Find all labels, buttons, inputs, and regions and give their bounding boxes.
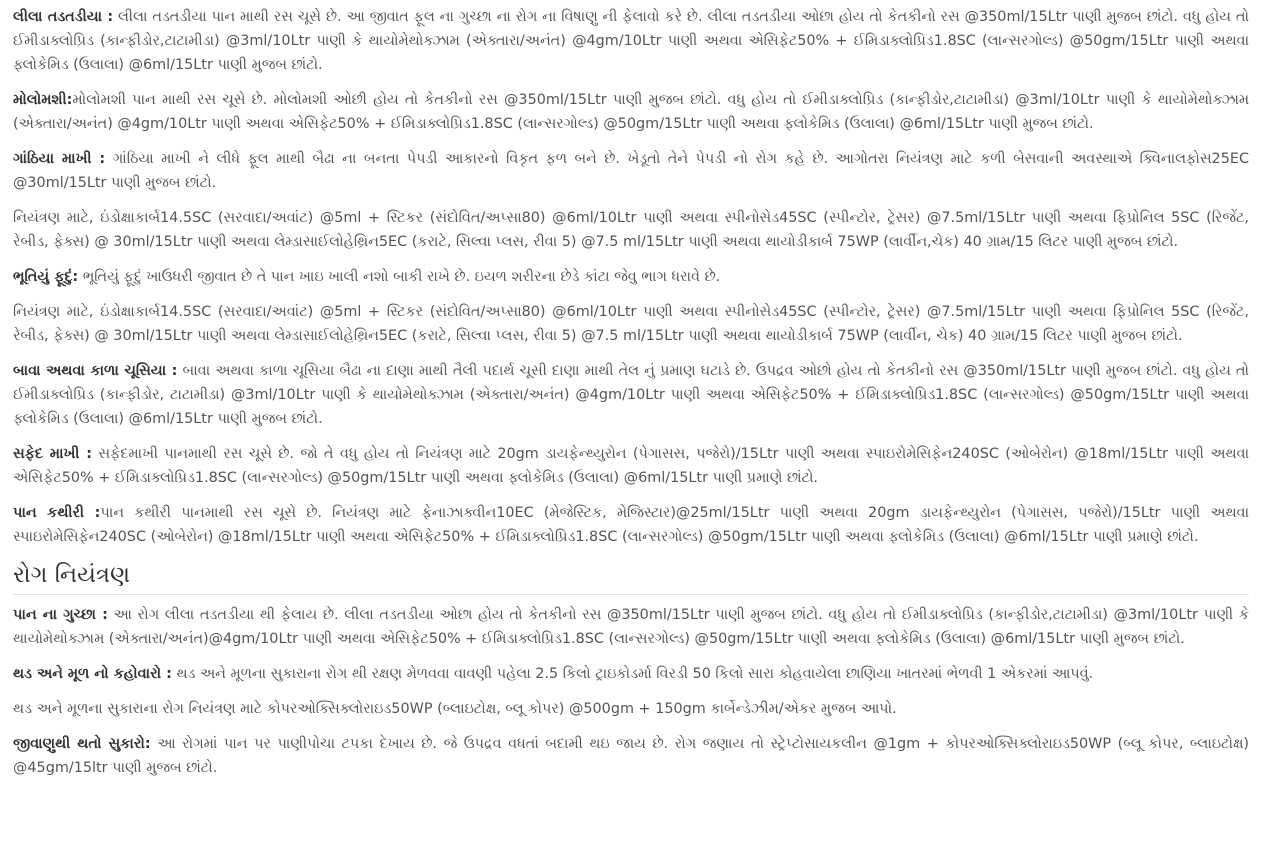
control-paragraph [13, 206, 1249, 254]
pest-black-bug [13, 359, 1249, 431]
disease-control-heading: રોગ નિયંત્રણ [13, 560, 1249, 595]
control-description: નિયંત્રણ માટે, ઇંડોક્ષાકાર્બ14.5SC (સરવાદા/અવાંટ) @5ml + સ્ટિકર (સંદોવિત/અપ્સા80) @6ml/10Ltr પાણી અથવા સ્પીનોસેડ45SC (સ્પીન્ટોર, ટ્રેસર) @7.5ml/15Ltr પાણી અથવા ફિપ્રોનિલ 5SC (રિજેંટ, રેબીડ, ફેક્સ) @ 30ml/15Ltr પાણી અથવા લેમ્ડાસાઈલોહેથ્રિન5EC (કરાટે, સિલ્વા પ્લસ, રીવા 5) @7.5 ml/15Ltr પાણી અથવા થાયોડીકાર્બ 75WP (લાર્વીન, ચેક) 40 ગ્રામ/15 લિટર પાણી મુજબ છાંટો. [13, 304, 1249, 344]
pest-aphid [13, 88, 1249, 136]
disease-description: આ રોગમાં પાન પર પાણીપોચા ટપકા દેખાય છે. જે ઉપદ્રવ વધતાં બદામી થઇ જાય છે. રોગ જણાય તો સ્ટ્રેપ્ટોસાયકલીન @1gm + કોપરઓક્સિક્લોરાઇડ50WP (બ્લૂ કોપર, બ્લાઇટોક્ષ) @45gm/15ltr પાણી મુજબ છાંટો. [13, 736, 1250, 776]
pest-term: પાન કથીરી : [13, 505, 101, 521]
pest-description: મોલોમશી પાન માથી રસ ચૂસે છે. મોલોમશી ઓછી હોય તો કેતકીનો રસ @350ml/15Ltr પાણી મુજબ છાંટો. વધુ હોય તો ઈમીડાક્લોપ્રિડ (કાન્ફીડોર,ટાટામીડા) @3ml/10Ltr પાણી કે થાયોમેથોક્ઝામ (એક્તારા/અનંત) @4gm/10Ltr પાણી અથવા એસિફેટ50% + ઈમિડાક્લોપ્રિડ1.8SC (લાન્સરગોલ્ડ) @50gm/15Ltr પાણી અથવા ફ્લોકેમિડ (ઉલાલા) @6ml/15Ltr પાણી મુજબ છાંટો. [13, 92, 1249, 132]
pest-term: લીલા તડતડીયા : [13, 9, 114, 25]
disease-bacterial-blight [13, 732, 1249, 780]
disease-description: આ રોગ લીલા તડતડીયા થી ફેલાય છે. લીલા તડતડીયા ઓછા હોય તો કેતકીનો રસ @350ml/15Ltr પાણી મુજબ છાંટો. વધુ હોય તો ઈમીડાક્લોપ્રિડ (કાન્ફીડોર,ટાટામીડા) @3ml/10Ltr પાણી કે થાયોમેથોક્ઝામ (એક્તારા/અનંત)@4gm/10Ltr પાણી અથવા એસિફેટ50% + ઈમિડાક્લોપ્રિડ1.8SC (લાન્સરગોલ્ડ) @50gm/15Ltr પાણી અથવા ફ્લોકેમિડ (ઉલાલા) @6ml/15Ltr પાણી મુજબ છાંટો. [13, 607, 1249, 647]
pest-description: લીલા તડતડીયા પાન માથી રસ ચૂસે છે. આ જીવાત ફૂલ ના ગુચ્છા ના રોગ ના વિષાણુ ની ફેલાવો કરે છે. લીલા તડતડીયા ઓછા હોય તો કેતકીનો રસ @350ml/15Ltr પાણી મુજબ છાંટો. વધુ હોય તો ઈમીડાક્લોપ્રિડ (કાન્ફીડોર,ટાટામીડા) @3ml/10Ltr પાણી કે થાયોમેથોક્ઝામ (એક્તારા/અનંત) @4gm/10Ltr પાણી અથવા એસિફેટ50% + ઈમિડાક્લોપ્રિડ1.8SC (લાન્સરગોલ્ડ) @50gm/15Ltr પાણી અથવા ફ્લોકેમિડ (ઉલાલા) @6ml/15Ltr પાણી મુજબ છાંટો. [13, 9, 1249, 73]
pest-term: મોલોમશી: [13, 92, 73, 108]
pest-description: સફેદમાખી પાનમાથી રસ ચૂસે છે. જો તે વધુ હોય તો નિયંત્રણ માટે 20gm ડાયફેન્થ્યુરોન (પેગાસસ, પજેરો)/15Ltr પાણી અથવા સ્પાઇરોમેસિફેન240SC (ઓબેરોન) @18ml/15Ltr પાણી અથવા એસિફેટ50% + ઈમિડાક્લોપ્રિડ1.8SC (લાન્સરગોલ્ડ) @50gm/15Ltr પાણી અથવા ફ્લોકેમિડ (ઉલાલા) @6ml/15Ltr પાણી પ્રમાણે છાંટો. [13, 446, 1249, 486]
pest-leaf-mite [13, 501, 1249, 549]
disease-term: પાન ના ગુચ્છા : [13, 607, 108, 623]
control-description: થડ અને મૂળના સુકારાના રોગ નિયંત્રણ માટે કોપરઓક્સિક્લોરાઇડ50WP (બ્લાઇટોક્ષ, બ્લૂ કોપર) @500gm + 150gm કાર્બેન્ડેઝીમ/એકર મુજબ આપો. [13, 701, 897, 717]
article-body [13, 5, 1249, 791]
pest-term: ભૂતિયું ફૂદું: [13, 269, 79, 285]
pest-term: બાવા અથવા કાળા ચૂસિયા : [13, 363, 178, 379]
control-paragraph [13, 300, 1249, 348]
pest-term: સફેદ માખી : [13, 446, 93, 462]
pest-description: ગાંઠિયા માખી ને લીધે ફૂલ માથી બૈઢા ના બનતા પેપડી આકારનો વિકૃત ફળ બને છે. ખેડૂતો તેને પેપડી નો રોગ કહે છે. આગોતરા નિયંત્રણ માટે કળી બેસવાની અવસ્થાએ ક્વિનાલફોસ25EC @30ml/15Ltr પાણી મુજબ છાંટો. [13, 151, 1249, 191]
control-paragraph [13, 697, 1249, 721]
pest-hawk-moth [13, 265, 1249, 289]
pest-description: બાવા અથવા કાળા ચૂસિયા બૈઢા ના દાણા માથી તૈલી પદાર્થ ચૂસી દાણા માથી તેલ નું પ્રમાણ ઘટાડે છે. ઉપદ્રવ ઓછો હોય તો કેતકીનો રસ @350ml/15Ltr પાણી મુજબ છાંટો. વધુ હોય તો ઈમીડાક્લોપ્રિડ (કાન્ફીડોર, ટાટામીડા) @3ml/10Ltr પાણી કે થાયોમેથોક્ઝામ (એક્તારા/અનંત) @4gm/10Ltr પાણી અથવા એસિફેટ50% + ઈમિડાક્લોપ્રિડ1.8SC (લાન્સરગોલ્ડ) @50gm/15Ltr પાણી અથવા ફ્લોકેમિડ (ઉલાલા) @6ml/15Ltr પાણી મુજબ છાંટો. [13, 363, 1249, 427]
pest-gall-fly [13, 147, 1249, 195]
disease-stem-root-rot [13, 662, 1249, 686]
pest-whitefly [13, 442, 1249, 490]
disease-leaf-bunch [13, 603, 1249, 651]
pest-term: ગાંઠિયા માખી : [13, 151, 106, 167]
disease-term: થડ અને મૂળ નો કહોવારો : [13, 666, 172, 682]
control-description: નિયંત્રણ માટે, ઇંડોક્ષાકાર્બ14.5SC (સરવાદા/અવાંટ) @5ml + સ્ટિકર (સંદોવિત/અપ્સા80) @6ml/10Ltr પાણી અથવા સ્પીનોસેડ45SC (સ્પીન્ટોર, ટ્રેસર) @7.5ml/15Ltr પાણી અથવા ફિપ્રોનિલ 5SC (રિજેંટ, રેબીડ, ફેક્સ) @ 30ml/15Ltr પાણી અથવા લેમ્ડાસાઈલોહેથ્રિન5EC (કરાટે, સિલ્વા પ્લસ, રીવા 5) @7.5 ml/15Ltr પાણી અથવા થાયોડીકાર્બ 75WP (લાર્વીન,ચેક) 40 ગ્રામ/15 લિટર પાણી મુજબ છાંટો. [13, 210, 1249, 250]
pest-green-leafhopper [13, 5, 1249, 77]
disease-term: જીવાણુથી થતો સુકારો: [13, 736, 151, 752]
disease-description: થડ અને મૂળના સુકારાના રોગ થી રક્ષણ મેળવવા વાવણી પહેલા 2.5 કિલો ટ્રાઇકોડર્મા વિરડી 50 કિલો સારા કોહવાયેલા છાણિયા ખાતરમાં ભેળવી 1 એકરમાં આપવું. [171, 666, 1094, 682]
pest-description: પાન કથીરી પાનમાથી રસ ચૂસે છે. નિયંત્રણ માટે ફેનાઝાક્વીન10EC (મેજેસ્ટિક, મેજિસ્ટાર)@25ml/15Ltr પાણી અથવા 20gm ડાયફેન્થ્યુરોન (પેગાસસ, પજેરો)/15Ltr પાણી અથવા સ્પાઇરોમેસિફેન240SC (ઓબેરોન) @18ml/15Ltr પાણી અથવા એસિફેટ50% + ઈમિડાક્લોપ્રિડ1.8SC (લાન્સરગોલ્ડ) @50gm/15Ltr પાણી અથવા ફ્લોકેમિડ (ઉલાલા) @6ml/15Ltr પાણી પ્રમાણે છાંટો. [13, 505, 1249, 545]
pest-description: ભૂતિયું ફૂદું ખાઉધરી જીવાત છે તે પાન ખાઇ ખાલી નશો બાકી રાખે છે. ઇયળ શરીરના છેડે કાંટા જેવુ ભાગ ધરાવે છે. [78, 269, 721, 285]
